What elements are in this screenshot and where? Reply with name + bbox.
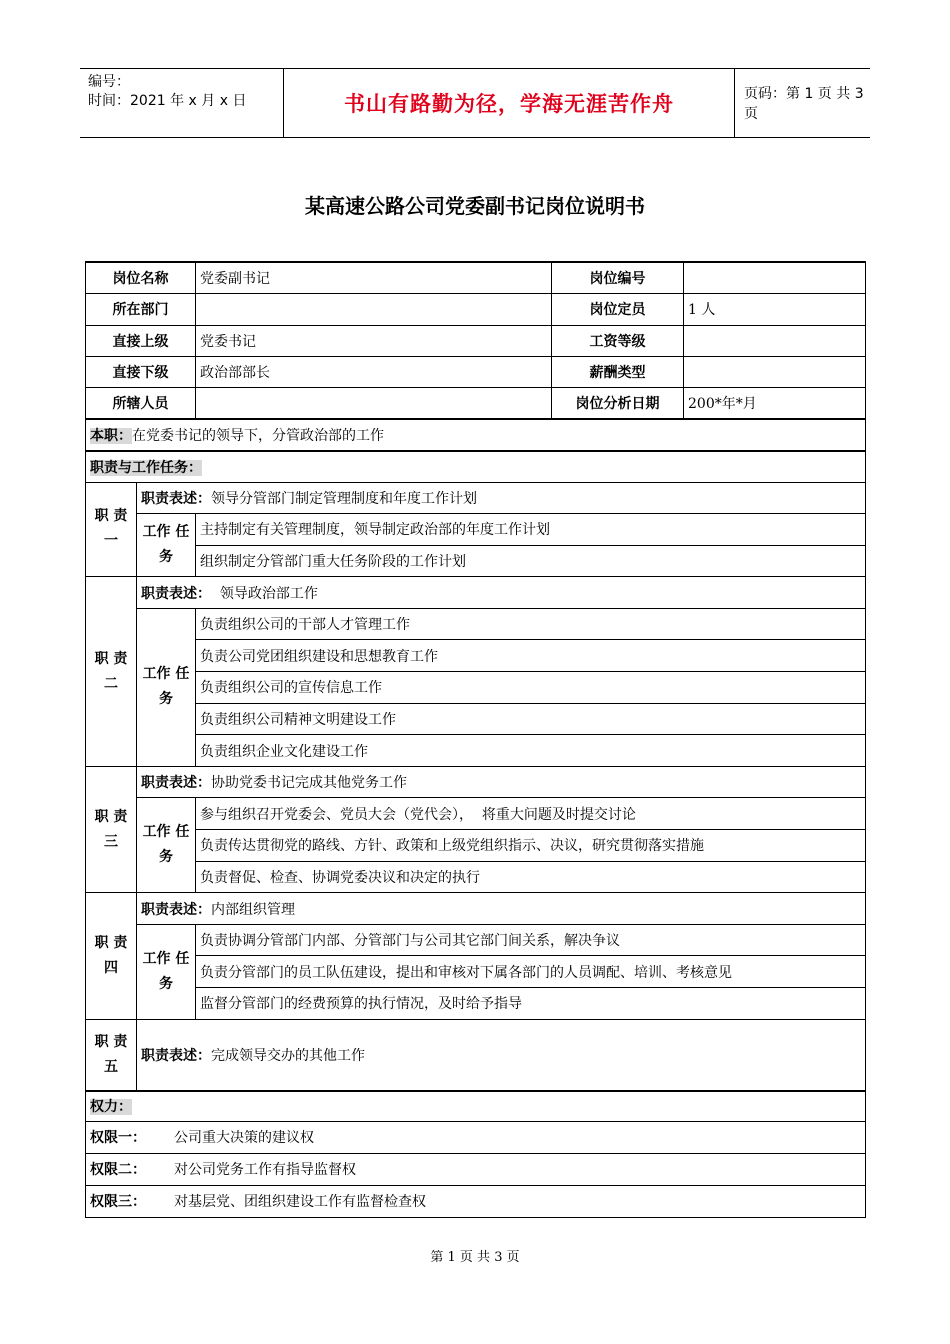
task-label: 工作 任务: [137, 798, 196, 893]
analysis-date-label: 岗位分析日期: [552, 387, 684, 419]
task-item: 负责协调分管部门内部、分管部门与公司其它部门间关系，解决争议: [196, 924, 866, 956]
job-name-value: 党委副书记: [196, 262, 552, 293]
task-item: 负责组织公司精神文明建设工作: [196, 703, 866, 735]
dept-value: [196, 293, 552, 325]
task-row: [86, 545, 866, 577]
authority-row: [86, 1153, 866, 1185]
duties-heading: 职责与工作任务：: [90, 459, 202, 476]
document-title: 某高速公路公司党委副书记岗位说明书: [305, 194, 645, 218]
task-item: 监督分管部门的经费预算的执行情况，及时给予指导: [196, 988, 866, 1020]
authority-heading-row: [86, 1091, 866, 1121]
statement-text: 协助党委书记完成其他党务工作: [211, 775, 407, 792]
staff-value: [196, 387, 552, 419]
duty-statement-row: [86, 1019, 866, 1091]
duties-heading-row: [86, 451, 866, 482]
duty-label: 职 责 四: [86, 893, 137, 1019]
authority-label: 权限一：: [90, 1130, 146, 1147]
authority-text: 对基层党、团组织建设工作有监督检查权: [174, 1194, 426, 1211]
header-page-label: 页码：第 1 页 共 3 页: [744, 86, 864, 122]
number-label: 编号：: [88, 74, 130, 90]
task-item: 负责分管部门的员工队伍建设，提出和审核对下属各部门的人员调配、培训、考核意见: [196, 956, 866, 988]
headcount-value: 1 人: [684, 293, 866, 325]
task-row: [86, 735, 866, 767]
duty-statement: [137, 577, 866, 609]
statement-text: 完成领导交办的其他工作: [211, 1047, 365, 1064]
statement-text: 领导分管部门制定管理制度和年度工作计划: [211, 490, 477, 507]
grade-value: [684, 325, 866, 356]
duty-statement-row: [86, 577, 866, 609]
job-description-table: [85, 261, 866, 1218]
statement-label: 职责表述：: [141, 775, 211, 792]
task-row: [86, 703, 866, 735]
analysis-date-value: 200*年*月: [684, 387, 866, 419]
task-item: 负责督促、检查、协调党委决议和决定的执行: [196, 861, 866, 893]
authority-cell: [86, 1185, 866, 1217]
header-motto: 书山有路勤为径，学海无涯苦作舟: [283, 69, 735, 137]
duty-label: 职 责 一: [86, 482, 137, 577]
subordinate-value: 政治部部长: [196, 356, 552, 387]
statement-label: 职责表述：: [141, 901, 211, 918]
task-item: 负责公司党团组织建设和思想教育工作: [196, 640, 866, 672]
statement-text: 领导政治部工作: [211, 585, 318, 602]
authority-heading-cell: [86, 1091, 866, 1121]
authority-cell: [86, 1121, 866, 1153]
header-meta: [80, 69, 283, 137]
dept-label: 所在部门: [86, 293, 196, 325]
authority-row: [86, 1185, 866, 1217]
task-row: [86, 956, 866, 988]
task-row: [86, 798, 866, 830]
subordinate-label: 直接下级: [86, 356, 196, 387]
authority-label: 权限二：: [90, 1162, 146, 1179]
authority-label: 权限三：: [90, 1194, 146, 1211]
core-duty-row: [86, 419, 866, 451]
job-name-label: 岗位名称: [86, 262, 196, 293]
duty-statement-row: [86, 482, 866, 514]
duty-statement: [137, 482, 866, 514]
authority-row: [86, 1121, 866, 1153]
job-no-label: 岗位编号: [552, 262, 684, 293]
core-duty-text: 在党委书记的领导下，分管政治部的工作: [132, 428, 384, 444]
task-item: 主持制定有关管理制度，领导制定政治部的年度工作计划: [196, 514, 866, 546]
authority-cell: [86, 1153, 866, 1185]
duty-statement: [137, 766, 866, 798]
page-footer: 第 1 页 共 3 页: [430, 1250, 520, 1265]
statement-label: 职责表述：: [141, 490, 211, 507]
task-label: 工作 任务: [137, 608, 196, 766]
headcount-label: 岗位定员: [552, 293, 684, 325]
duty-label: 职 责 三: [86, 766, 137, 892]
duty-statement: [137, 1019, 866, 1091]
task-item: 负责组织公司的宣传信息工作: [196, 672, 866, 704]
superior-label: 直接上级: [86, 325, 196, 356]
task-item: 组织制定分管部门重大任务阶段的工作计划: [196, 545, 866, 577]
pay-type-label: 薪酬类型: [552, 356, 684, 387]
page-header: [80, 68, 870, 138]
task-item: 负责组织企业文化建设工作: [196, 735, 866, 767]
superior-value: 党委书记: [196, 325, 552, 356]
authority-text: 对公司党务工作有指导监督权: [174, 1162, 356, 1179]
task-label: 工作 任务: [137, 514, 196, 577]
task-row: [86, 640, 866, 672]
task-item: 负责传达贯彻党的路线、方针、政策和上级党组织指示、决议，研究贯彻落实措施: [196, 830, 866, 862]
task-row: [86, 861, 866, 893]
authority-text: 公司重大决策的建议权: [174, 1130, 314, 1147]
duty-statement: [137, 893, 866, 925]
task-row: [86, 830, 866, 862]
task-row: [86, 514, 866, 546]
task-row: [86, 672, 866, 704]
core-duty-label: 本职：: [90, 428, 132, 444]
task-row: [86, 924, 866, 956]
statement-label: 职责表述：: [141, 1047, 211, 1064]
job-no-value: [684, 262, 866, 293]
statement-label: 职责表述：: [141, 585, 211, 602]
duty-statement-row: [86, 893, 866, 925]
grade-label: 工资等级: [552, 325, 684, 356]
duty-label: 职 责 二: [86, 577, 137, 767]
pay-type-value: [684, 356, 866, 387]
duty-label: 职 责 五: [86, 1019, 137, 1091]
duty-statement-row: [86, 766, 866, 798]
task-row: [86, 608, 866, 640]
task-label: 工作 任务: [137, 924, 196, 1019]
authority-heading: 权力：: [90, 1099, 132, 1116]
staff-label: 所辖人员: [86, 387, 196, 419]
task-item: 负责组织公司的干部人才管理工作: [196, 608, 866, 640]
task-row: [86, 988, 866, 1020]
time-label: 时间：2021 年 x 月 x 日: [88, 93, 247, 109]
statement-text: 内部组织管理: [211, 901, 295, 918]
task-item: 参与组织召开党委会、党员大会（党代会）， 将重大问题及时提交讨论: [196, 798, 866, 830]
